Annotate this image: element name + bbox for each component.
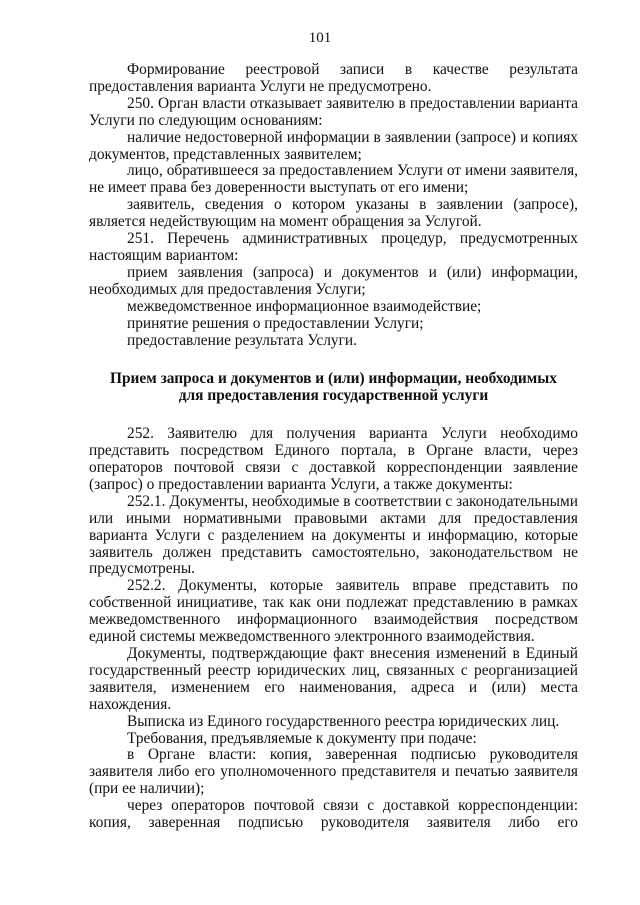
- list-item: в Органе власти: копия, заверенная подписью руководителя заявителя либо его уполномоченного представителя и печатью заявителя (при ее наличии);: [89, 746, 578, 798]
- paragraph: Формирование реестровой записи в качестве результата предоставления варианта Услуги не предусмотрено.: [89, 61, 578, 95]
- paragraph: Документы, подтверждающие факт внесения изменений в Единый государственный реестр юридических лиц, связанных с реорганизацией заявителя, изменением его наименования, адреса и (или) места нахождения.: [89, 645, 578, 713]
- list-item: через операторов почтовой связи с доставкой корреспонденции: копия, заверенная подписью руководителя заявителя либо его: [89, 797, 578, 832]
- list-item: предоставление результата Услуги.: [127, 331, 357, 349]
- section-heading-line: Прием запроса и документов и (или) информации, необходимых: [110, 370, 557, 388]
- paragraph: Требования, предъявляемые к документу при подаче:: [127, 729, 477, 747]
- paragraph: 252. Заявителю для получения варианта Услуги необходимо представить посредством Единого портала, в Органе власти, через операторов почтовой связи с доставкой корреспонденции заявление (запрос) о предоставлении варианта Услуги, а также документы:: [89, 425, 578, 493]
- section-heading-line: для предоставления государственной услуги: [178, 387, 489, 405]
- list-item: прием заявления (запроса) и документов и (или) информации, необходимых для предоставления Услуги;: [89, 263, 578, 298]
- paragraph: 252.1. Документы, необходимые в соответствии с законодательными или иными нормативными правовыми актами для предоставления варианта Услуги с разделением на документы и информацию, которые заявитель должен представить самостоятельно, законодательством не предусмотрены.: [89, 492, 578, 578]
- document-body: [89, 62, 578, 832]
- paragraph: Выписка из Единого государственного реестра юридических лиц.: [127, 712, 560, 730]
- list-item: межведомственное информационное взаимодействие;: [127, 297, 482, 315]
- list-item: принятие решения о предоставлении Услуги;: [127, 314, 424, 332]
- paragraph: 251. Перечень административных процедур, предусмотренных настоящим вариантом:: [89, 230, 578, 264]
- paragraph: 250. Орган власти отказывает заявителю в предоставлении варианта Услуги по следующим основаниям:: [89, 94, 578, 129]
- list-item: лицо, обратившееся за предоставлением Услуги от имени заявителя, не имеет права без доверенности выступать от его имени;: [89, 162, 578, 197]
- list-item: заявитель, сведения о котором указаны в заявлении (запросе), является недействующим на момент обращения за Услугой.: [89, 196, 578, 231]
- page-number: 101: [308, 30, 332, 46]
- paragraph: 252.2. Документы, которые заявитель вправе представить по собственной инициативе, так как они подлежат представлению в рамках межведомственного информационного взаимодействия посредством единой системы межведомственного электронного взаимодействия.: [89, 577, 578, 646]
- section-heading: [89, 371, 578, 405]
- list-item: наличие недостоверной информации в заявлении (запросе) и копиях документов, представленных заявителем;: [89, 128, 578, 163]
